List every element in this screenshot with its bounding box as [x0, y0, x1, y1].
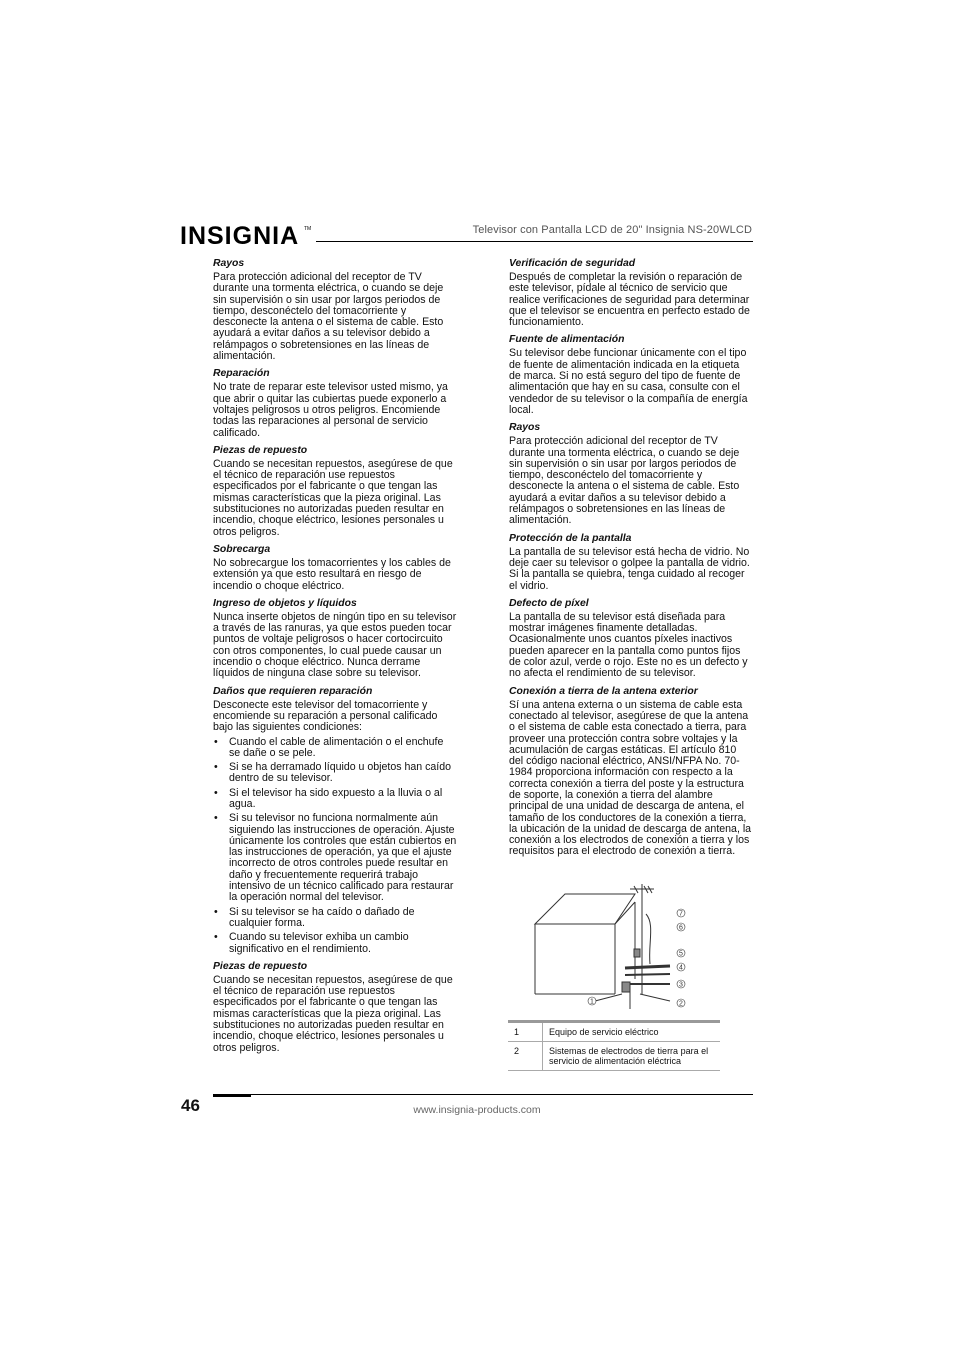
- table-row: [508, 1023, 720, 1042]
- callout-4: 4: [679, 964, 683, 972]
- section-heading: Sobrecarga: [213, 543, 271, 555]
- section-body: La pantalla de su televisor está diseñada para mostrar imágenes finamente detalladas. Ocasionalmente unos cuantos píxeles inactivos pueden aparecer en la pantalla como puntos fijos de color azul, verde o rojo. Este no es un defecto y no afecta el rendimiento de su televisor.: [509, 610, 748, 680]
- legend-number: 2: [508, 1042, 543, 1071]
- bullet-item: • Si su televisor se ha caído o dañado de cualquier forma.: [213, 907, 457, 930]
- page-number: 46: [181, 1096, 200, 1115]
- svg-text:TM: TM: [304, 226, 312, 232]
- section-body: Para protección adicional del receptor de TV durante una tormenta eléctrica, o cuando se deje sin supervisión o sin usar por largos periodos de tiempo, desconéctelo del tomacorriente y desconecte la antena o el sistema de cable. Esto ayudará a evitar daños a su televisor debido a relámpagos o sobretensiones en las líneas de alimentación.: [213, 271, 444, 363]
- callout-5: 5: [679, 950, 683, 958]
- bullet-item: • Si se ha derramado líquido u objetos han caído dentro de su televisor.: [213, 762, 457, 785]
- section-heading: Conexión a tierra de la antena exterior: [509, 685, 698, 697]
- section-body: La pantalla de su televisor está hecha de vidrio. No deje caer su televisor o golpee la pantalla de vidrio. Si la pantalla se quiebra, tenga cuidado al recoger el vidrio.: [509, 545, 750, 592]
- header-rule: [316, 241, 753, 242]
- footer-url: www.insignia-products.com: [413, 1104, 541, 1116]
- section-body: Después de completar la revisión o reparación de este televisor, pídale al técnico de servicio que realice verificaciones de seguridad para determinar que el televisor se encuentra en perfecto estado de funcionamiento.: [509, 271, 750, 329]
- callout-6: 6: [679, 924, 683, 932]
- section-body: No trate de reparar este televisor usted mismo, ya que abrir o quitar las cubiertas puede exponerlo a voltajes peligrosos u otros peligros. Encomiende todas las reparaciones al personal de servicio calificado.: [213, 381, 448, 439]
- footer-rule: [213, 1094, 753, 1095]
- section-body: Desconecte este televisor del tomacorriente y encomiende su reparación a personal calificado bajo las siguientes condiciones:: [213, 698, 438, 734]
- callout-7: 7: [679, 910, 683, 918]
- section-heading: Reparación: [213, 368, 270, 380]
- bullet-list: [213, 737, 457, 955]
- bullet-item: • Cuando su televisor exhiba un cambio significativo en el rendimiento.: [213, 932, 457, 955]
- bullet-item: • Si el televisor ha sido expuesto a la lluvia o al agua.: [213, 788, 457, 811]
- section-body: Su televisor debe funcionar únicamente con el tipo de fuente de alimentación indicada en la etiqueta de marca. Si no está seguro del tipo de fuente de alimentación que hay en su casa, consulte con el vendedor de su televisor o la compañía de energía local.: [509, 347, 748, 416]
- section-heading: Ingreso de objetos y líquidos: [213, 597, 357, 609]
- section-heading: Defecto de píxel: [509, 597, 589, 609]
- insignia-logo: [180, 222, 310, 248]
- section-heading: Protección de la pantalla: [509, 532, 632, 544]
- left-column: [213, 258, 457, 1060]
- legend-text: Equipo de servicio eléctrico: [549, 1027, 659, 1037]
- callout-2: 2: [679, 1000, 683, 1008]
- footer-rule-accent: [213, 1094, 251, 1097]
- section-body: Cuando se necesitan repuestos, asegúrese de que el técnico de reparación use repuestos especificados por el fabricante o que tengan las mismas características que la pieza original. Las substituciones no autorizadas pueden resultar en incendio, choque eléctrico, lesiones personales u otros peligros.: [213, 973, 453, 1054]
- diagram-legend-table: [508, 1023, 720, 1071]
- right-column: [509, 258, 752, 864]
- callout-3: 3: [679, 981, 683, 989]
- section-body: Para protección adicional del receptor de TV durante una tormenta eléctrica, o cuando se deje sin supervisión o sin usar por largos periodos de tiempo, desconéctelo del tomacorriente y desconecte la antena o el sistema de cable. Esto ayudará a evitar daños a su televisor debido a relámpagos o sobretensiones en las líneas de alimentación.: [509, 435, 740, 527]
- section-body: Sí una antena externa o un sistema de cable esta conectado al televisor, asegúrese de que la antena o el sistema de cable esta conectado a tierra, para proveer una protección contra sobre voltajes y la acumulación de cargas estáticas. El artículo 810 del código nacional eléctrico, ANSI/NFPA No. 70-1984 proporciona información con respecto a la correcta conexión a tierra del poste y la estructura de soporte, la conexión a tierra del alambre principal de una unidad de descarga de antena, el tamaño de los conductores de la conexión a tierra, la ubicación de la unidad de descarga de antena, la conexión a los electrodos de conexión a tierra y los requisitos para el electrodo de conexión a tierra.: [509, 698, 752, 858]
- bullet-item: • Si su televisor no funciona normalmente aún siguiendo las instrucciones de operación. Ajuste únicamente los controles que están cubiertos en las instrucciones de operación, ya que el ajuste incorrecto de otros controles puede resultar en daño y frecuentemente requerirá trabajo intensivo de un técnico calificado para restaurar la operación normal del televisor.: [213, 813, 457, 903]
- bullet-item: • Cuando el cable de alimentación o el enchufe se dañe o se pele.: [213, 737, 457, 760]
- section-heading: Fuente de alimentación: [509, 334, 625, 346]
- callout-1: 1: [590, 998, 594, 1006]
- antenna-grounding-diagram: [530, 884, 700, 1014]
- section-body: No sobrecargue los tomacorrientes y los cables de extensión ya que esto resultará en riesgo de incendio o choque eléctrico.: [213, 556, 451, 592]
- section-heading: Verificación de seguridad: [509, 258, 636, 269]
- section-heading: Rayos: [213, 258, 245, 269]
- table-row: [508, 1042, 720, 1071]
- section-heading: Piezas de repuesto: [213, 444, 308, 456]
- section-heading: Piezas de repuesto: [213, 960, 308, 972]
- legend-number: 1: [508, 1023, 543, 1042]
- section-heading: Daños que requieren reparación: [213, 685, 373, 697]
- header-title: Televisor con Pantalla LCD de 20" Insignia NS-20WLCD: [472, 224, 752, 236]
- legend-text: Sistemas de electrodos de tierra para el servicio de alimentación eléctrica: [549, 1046, 709, 1066]
- section-body: Nunca inserte objetos de ningún tipo en su televisor a través de las ranuras, ya que estos pueden tocar puntos de voltaje peligrosos o hacer cortocircuito con otros componentes, lo cual puede causar un incendio o choque eléctrico. Nunca derrame líquidos de ninguna clase sobre su televisor.: [213, 610, 457, 680]
- svg-text:INSIGNIA: INSIGNIA: [180, 222, 300, 250]
- section-body: Cuando se necesitan repuestos, asegúrese de que el técnico de reparación use repuestos especificados por el fabricante o que tengan las mismas características que la pieza original. Las substituciones no autorizadas pueden resultar en incendio, choque eléctrico, lesiones personales u otros peligros.: [213, 457, 453, 538]
- section-heading: Rayos: [509, 422, 541, 434]
